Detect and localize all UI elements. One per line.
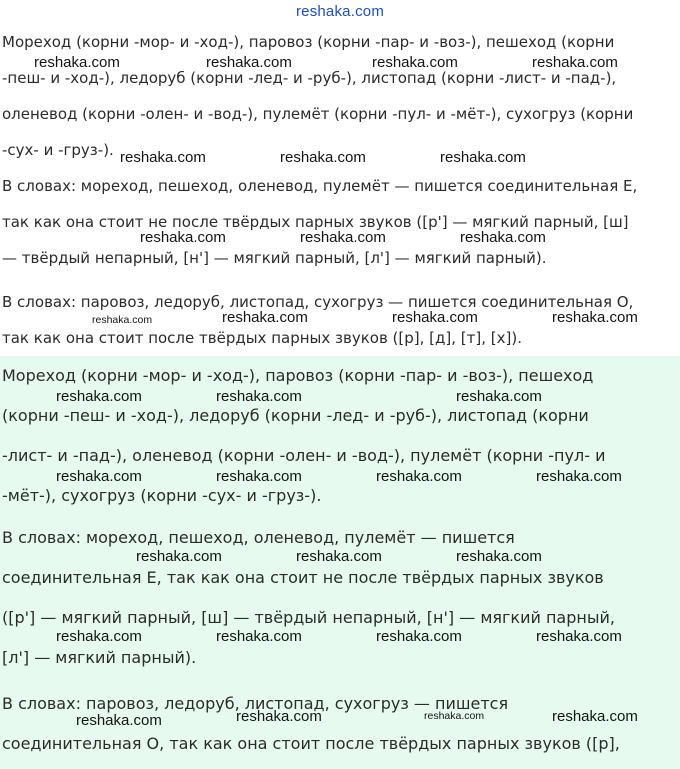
text-line: -пеш- и -ход-), ледоруб (корни -лед- и -руб-), листопад (корни -лист- и -пад-), <box>2 69 617 87</box>
roots-paragraph <box>2 24 633 168</box>
text-line: (корни -пеш- и -ход-), ледоруб (корни -лед- и -руб-), листопад (корни <box>2 406 589 425</box>
watermark: reshaka.com <box>372 54 458 71</box>
watermark: reshaka.com <box>76 712 162 729</box>
watermark: reshaka.com <box>536 628 622 645</box>
text-line: Мореход (корни -мор- и -ход-), паровоз (корни -пар- и -воз-), пешеход <box>2 366 594 385</box>
text-line: -мёт-), сухогруз (корни -сух- и -груз-). <box>2 486 322 505</box>
watermark: reshaka.com <box>300 229 386 246</box>
answer-block-1 <box>0 24 680 356</box>
text-line: [л'] — мягкий парный). <box>2 648 197 667</box>
watermark: reshaka.com <box>456 548 542 565</box>
watermark: reshaka.com <box>376 468 462 485</box>
watermark: reshaka.com <box>376 628 462 645</box>
text-line: — твёрдый непарный, [н'] — мягкий парный, [л'] — мягкий парный). <box>2 249 547 267</box>
connecting-e-paragraph <box>2 168 637 276</box>
watermark: reshaka.com <box>216 468 302 485</box>
watermark: reshaka.com <box>206 54 292 71</box>
watermark: reshaka.com <box>536 468 622 485</box>
connecting-e-paragraph <box>2 518 615 678</box>
watermark: reshaka.com <box>120 149 206 166</box>
watermark: reshaka.com <box>136 548 222 565</box>
site-logo-link[interactable]: reshaka.com <box>295 3 385 20</box>
watermark: reshaka.com <box>296 548 382 565</box>
text-line: В словах: мореход, пешеход, оленевод, пулемёт — пишется соединительная Е, <box>2 177 638 195</box>
watermark: reshaka.com <box>56 388 142 405</box>
watermark: reshaka.com <box>222 309 308 326</box>
text-line: Мореход (корни -мор- и -ход-), паровоз (корни -пар- и -воз-), пешеход (корни <box>2 33 615 51</box>
watermark: reshaka.com <box>216 628 302 645</box>
text-line: так как она стоит не после твёрдых парных звуков ([р'] — мягкий парный, [ш] <box>2 213 629 231</box>
watermark: reshaka.com <box>392 309 478 326</box>
watermark: reshaka.com <box>34 54 120 71</box>
watermark: reshaka.com <box>456 388 542 405</box>
text-line: В словах: мореход, пешеход, оленевод, пулемёт — пишется <box>2 528 515 547</box>
answer-block-2 <box>0 356 680 769</box>
watermark: reshaka.com <box>460 229 546 246</box>
watermark: reshaka.com <box>552 708 638 725</box>
watermark: reshaka.com <box>236 708 322 725</box>
watermark: reshaka.com <box>532 54 618 71</box>
text-line: -сух- и -груз-). <box>2 141 114 159</box>
watermark: reshaka.com <box>216 388 302 405</box>
watermark: reshaka.com <box>424 710 485 722</box>
text-line: так как она стоит после твёрдых парных звуков ([р], [д], [т], [х]). <box>2 329 522 347</box>
watermark: reshaka.com <box>56 628 142 645</box>
watermark: reshaka.com <box>552 309 638 326</box>
text-line: В словах: паровоз, ледоруб, листопад, сухогруз — пишется соединительная О, <box>2 293 634 311</box>
watermark: reshaka.com <box>140 229 226 246</box>
text-line: оленевод (корни -олен- и -вод-), пулемёт (корни -пул- и -мёт-), сухогруз (корни <box>2 105 634 123</box>
site-header <box>0 0 680 24</box>
roots-paragraph <box>2 356 605 516</box>
watermark: reshaka.com <box>92 314 153 326</box>
text-line: соединительная Е, так как она стоит не после твёрдых парных звуков <box>2 568 604 587</box>
watermark: reshaka.com <box>440 149 526 166</box>
text-line: -лист- и -пад-), оленевод (корни -олен- и -вод-), пулемёт (корни -пул- и <box>2 446 606 465</box>
text-line: В словах: паровоз, ледоруб, листопад, сухогруз — пишется <box>2 694 509 713</box>
watermark: reshaka.com <box>280 149 366 166</box>
watermark: reshaka.com <box>56 468 142 485</box>
text-line: соединительная О, так как она стоит после твёрдых парных звуков ([р], <box>2 734 620 753</box>
text-line: ([р'] — мягкий парный, [ш] — твёрдый непарный, [н'] — мягкий парный, <box>2 608 615 627</box>
